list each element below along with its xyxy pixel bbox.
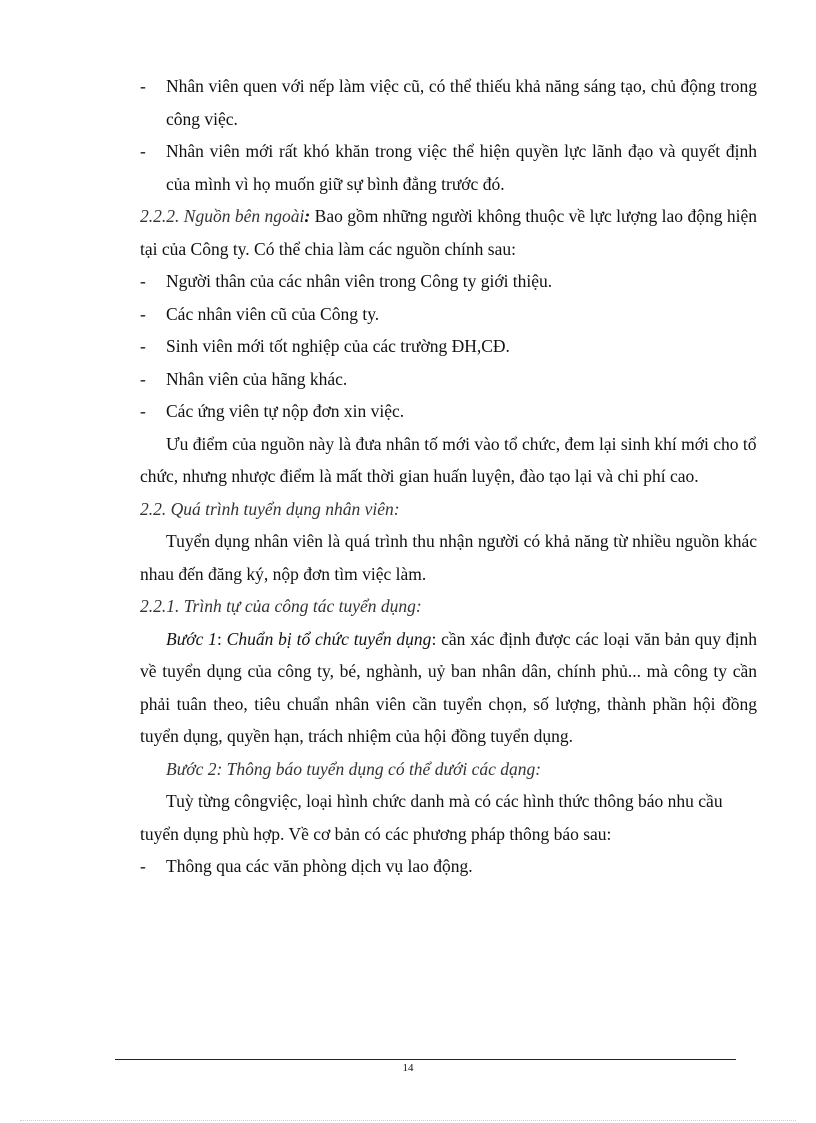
- bullet-item: [140, 298, 757, 331]
- bullet-text: Nhân viên mới rất khó khăn trong việc thể hiện quyền lực lãnh đạo và quyết định của mình vì họ muốn giữ sự bình đẳng trước đó.: [166, 141, 757, 194]
- page-body: [140, 70, 757, 883]
- advantages-paragraph: Ưu điểm của nguồn này là đưa nhân tố mới vào tổ chức, đem lại sinh khí mới cho tổ chức, nhưng nhược điểm là mất thời gian huấn luyện, đào tạo lại và chi phí cao.: [140, 433, 757, 486]
- step1-separator: :: [216, 628, 227, 649]
- step1-label: Bước 1: [166, 628, 217, 649]
- bullet-dash: -: [140, 336, 146, 356]
- bullet-text: Người thân của các nhân viên trong Công ty giới thiệu.: [166, 271, 553, 291]
- bullet-dash: -: [140, 856, 146, 876]
- page-edge-divider: [20, 1120, 796, 1121]
- bullet-dash: -: [140, 368, 146, 389]
- bullet-dash: -: [140, 303, 146, 324]
- bullet-item: [140, 363, 757, 396]
- bullet-item: [140, 395, 757, 428]
- step2-paragraph: Tuỳ từng côngviệc, loại hình chức danh mà có các hình thức thông báo nhu cầu tuyển dụng phù hợp. Về cơ bản có các phương pháp thông báo sau:: [140, 791, 723, 844]
- bullet-text: Sinh viên mới tốt nghiệp của các trường ĐH,CĐ.: [166, 336, 510, 356]
- bullet-item: [140, 70, 757, 135]
- bullet-text: Các nhân viên cũ của Công ty.: [166, 303, 380, 324]
- bullet-item: [140, 135, 757, 200]
- bullet-item: [140, 330, 757, 363]
- step1-text: : cần xác định được các loại văn bản quy định về tuyển dụng của công ty, bé, nghành, uỷ ban nhân dân, chính phủ... mà công ty cần phải tuân theo, tiêu chuẩn nhân viên cần tuyển chọn, số lượng, thành phần hội đồng tuyển dụng, quyền hạn, trách nhiệm của hội đồng tuyển dụng.: [140, 628, 758, 746]
- external-source-text: Bao gồm những người không thuộc về lực lượng lao động hiện tại của Công ty. Có thể chia làm các nguồn chính sau:: [140, 206, 757, 259]
- footer-divider: [115, 1059, 736, 1060]
- external-source-colon: :: [304, 206, 311, 226]
- bullet-item: [140, 265, 757, 298]
- step1-paragraph: [140, 623, 757, 753]
- step2-heading: Bước 2: Thông báo tuyển dụng có thể dưới các dạng:: [166, 758, 542, 779]
- bullet-text: Các ứng viên tự nộp đơn xin việc.: [166, 401, 405, 421]
- order-heading: 2.2.1. Trình tự của công tác tuyển dụng:: [140, 596, 422, 616]
- process-paragraph: Tuyển dụng nhân viên là quá trình thu nhận người có khả năng từ nhiều nguồn khác nhau đến đăng ký, nộp đơn tìm việc làm.: [140, 531, 757, 584]
- bullet-dash: -: [140, 271, 146, 291]
- page-number: 14: [402, 1062, 414, 1074]
- external-source-heading: 2.2.2. Nguồn bên ngoài: [140, 206, 305, 226]
- bullet-text: Nhân viên của hãng khác.: [166, 368, 348, 389]
- bullet-dash: -: [140, 76, 146, 96]
- bullet-text: Nhân viên quen với nếp làm việc cũ, có thể thiếu khả năng sáng tạo, chủ động trong công việc.: [166, 76, 757, 129]
- step1-title: Chuẩn bị tổ chức tuyển dụng: [226, 628, 432, 649]
- bullet-item: [140, 850, 757, 883]
- external-source-paragraph: [140, 200, 757, 265]
- process-heading: 2.2. Quá trình tuyển dụng nhân viên:: [140, 498, 400, 519]
- bullet-dash: -: [140, 401, 146, 421]
- bullet-text: Thông qua các văn phòng dịch vụ lao động.: [166, 856, 473, 876]
- bullet-dash: -: [140, 141, 146, 161]
